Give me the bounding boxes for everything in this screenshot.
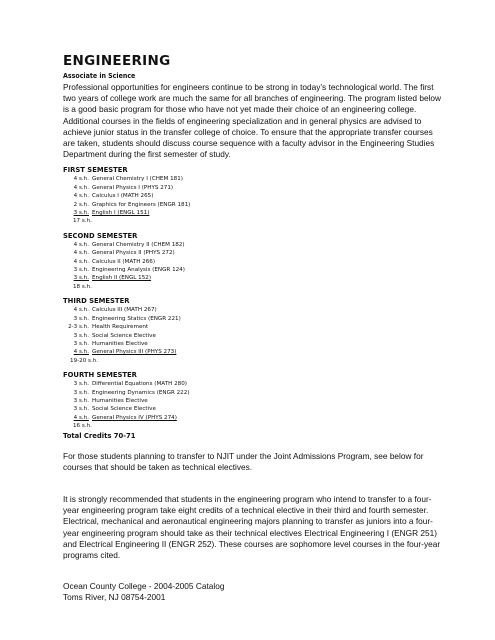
semester-total: 16 s.h. (73, 423, 92, 430)
footer-address-line: Toms River, NJ 08754-2001 (63, 592, 166, 603)
semester-block (63, 297, 443, 365)
page-title: ENGINEERING (63, 53, 171, 69)
course-row (63, 201, 443, 209)
semester-total: 17 s.h. (73, 218, 92, 225)
course-row (63, 192, 443, 200)
course-row (63, 258, 443, 266)
course-row (63, 266, 443, 274)
semester-block (63, 232, 443, 291)
course-row (63, 348, 443, 356)
course-hours: 3 s.h. (73, 315, 89, 322)
semester-list (63, 166, 443, 430)
course-hours: 4 s.h. (73, 241, 89, 248)
course-name: Engineering Statics (ENGR 221) (92, 315, 181, 322)
semester-heading: FOURTH SEMESTER (63, 371, 137, 380)
course-row (63, 414, 443, 422)
semester-heading: SECOND SEMESTER (63, 231, 138, 240)
course-row (63, 274, 443, 282)
course-hours: 4 s.h. (73, 176, 89, 183)
semester-total: 18 s.h. (73, 283, 92, 290)
course-name: Calculus II (MATH 266) (92, 258, 156, 265)
course-hours: 2-3 s.h. (68, 324, 89, 331)
course-row (63, 389, 443, 397)
course-hours: 4 s.h. (73, 307, 89, 314)
course-name: Engineering Analysis (ENGR 124) (92, 267, 185, 274)
course-name: Calculus III (MATH 267) (92, 307, 157, 314)
course-hours: 3 s.h. (73, 210, 89, 217)
course-row (63, 315, 443, 323)
footer-catalog-line: Ocean County College - 2004-2005 Catalog (63, 581, 225, 592)
course-hours: 3 s.h. (73, 406, 89, 413)
semester-total: 19-20 s.h. (70, 357, 99, 364)
course-row (63, 209, 443, 217)
course-hours: 4 s.h. (73, 193, 89, 200)
course-name: General Physics III (PHYS 273) (92, 349, 177, 356)
semester-block (63, 371, 443, 430)
catalog-page (63, 54, 443, 604)
course-hours: 2 s.h. (73, 201, 89, 208)
course-row (63, 249, 443, 257)
course-name: General Physics IV (PHYS 274) (92, 414, 177, 421)
course-row (63, 184, 443, 192)
course-row (63, 241, 443, 249)
course-hours: 3 s.h. (73, 267, 89, 274)
course-hours: 4 s.h. (73, 349, 89, 356)
course-name: Humanities Elective (92, 340, 148, 347)
course-name: Graphics for Engineers (ENGR 181) (92, 201, 191, 208)
degree-label: Associate in Science (63, 72, 136, 80)
footer (63, 581, 443, 603)
course-hours: 4 s.h. (73, 258, 89, 265)
course-hours: 4 s.h. (73, 414, 89, 421)
course-name: Health Requirement (92, 324, 149, 331)
semester-block (63, 166, 443, 225)
course-name: Differential Equations (MATH 280) (92, 381, 187, 388)
course-row (63, 405, 443, 413)
course-name: Calculus I (MATH 265) (92, 193, 154, 200)
njit-note: For those students planning to transfer to NJIT under the Joint Admissions Program, see below for courses that should be taken as technical electives. (63, 450, 424, 472)
course-row (63, 175, 443, 183)
course-name: General Physics I (PHYS 271) (92, 184, 174, 191)
course-row (63, 323, 443, 331)
semester-heading: FIRST SEMESTER (63, 166, 128, 175)
course-row (63, 332, 443, 340)
course-name: English I (ENGL 151) (92, 210, 150, 217)
intro-paragraph: Professional opportunities for engineers continue to be strong in today’s technological world. The first two years of college work are much the same for all branches of engineering. The program listed below is a good basic program for those who have not yet made their choice of an engineering college. Additional courses in the fields of engineering specialization and in general physics are advised to achieve junior status in the transfer college of choice. To ensure that the appropriate transfer courses are taken, students should discuss course sequence with a faculty advisor in the Engineering Studies Department during the first semester of study. (63, 82, 442, 160)
recommendation-paragraph: It is strongly recommended that students in the engineering program who intend to transfer to a four-year engineering program take eight credits of a technical elective in their third and fourth semester. Electrical, mechanical and aeronautical engineering majors planning to transfer as juniors into a four-year engineering program should take as their technical electives Electrical Engineering I (ENGR 251) and Electrical Engineering II (ENGR 252). These courses are sophomore level courses in the four-year programs cited. (63, 493, 441, 560)
total-credits: Total Credits 70-71 (63, 431, 136, 440)
course-name: General Physics II (PHYS 272) (92, 250, 175, 257)
course-name: English II (ENGL 152) (92, 275, 152, 282)
course-hours: 3 s.h. (73, 389, 89, 396)
course-hours: 4 s.h. (73, 184, 89, 191)
course-name: Social Science Elective (92, 406, 156, 413)
course-row (63, 340, 443, 348)
course-row (63, 380, 443, 388)
course-row (63, 306, 443, 314)
course-row (63, 397, 443, 405)
course-hours: 3 s.h. (73, 332, 89, 339)
course-hours: 3 s.h. (73, 275, 89, 282)
course-hours: 4 s.h. (73, 250, 89, 257)
course-name: Engineering Dynamics (ENGR 222) (92, 389, 190, 396)
semester-heading: THIRD SEMESTER (63, 297, 130, 306)
course-hours: 3 s.h. (73, 340, 89, 347)
course-hours: 3 s.h. (73, 381, 89, 388)
course-hours: 3 s.h. (73, 397, 89, 404)
course-name: Social Science Elective (92, 332, 156, 339)
course-name: Humanities Elective (92, 397, 148, 404)
course-name: General Chemistry II (CHEM 182) (92, 241, 185, 248)
course-name: General Chemistry I (CHEM 181) (92, 176, 183, 183)
